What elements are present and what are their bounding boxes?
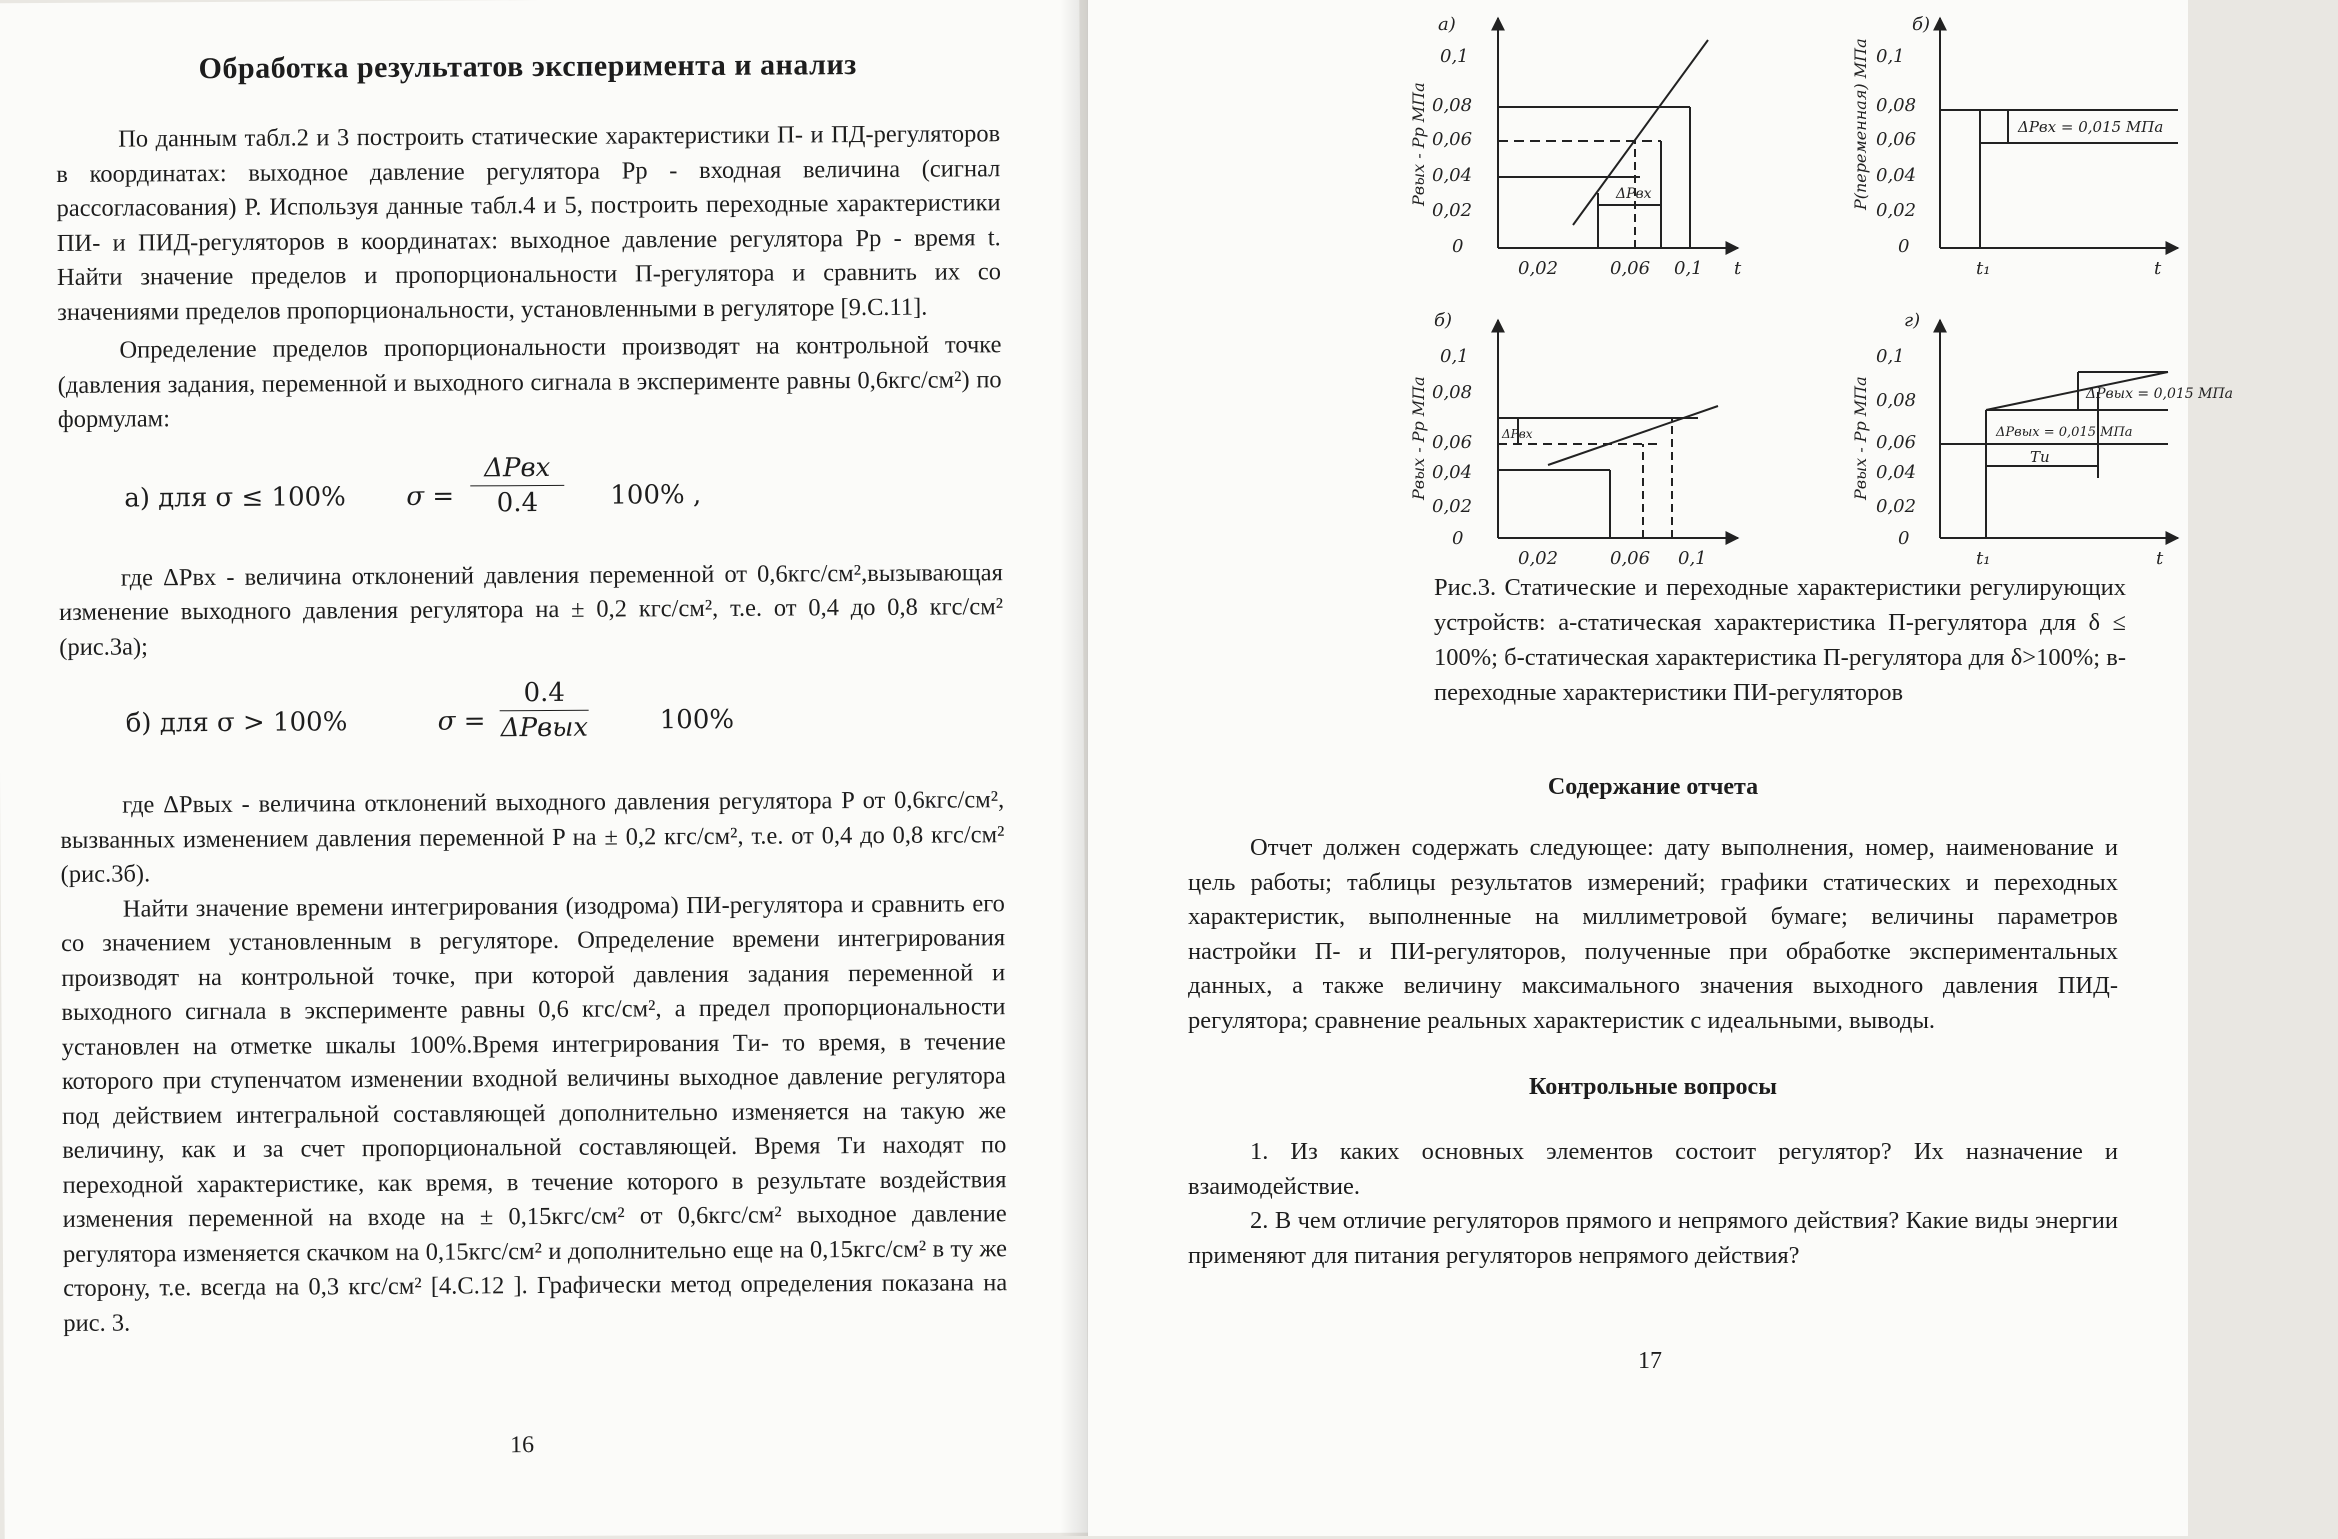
panel-c-line: [1548, 406, 1718, 465]
panel-b-ylabel: P(переменная) МПа: [1851, 38, 1870, 210]
report-title: Содержание отчета: [1547, 774, 1759, 800]
panel-a-ylabel: Pвых - Pр МПа: [1409, 82, 1428, 206]
panel-a-ytick-3: 0,04: [1432, 165, 1473, 186]
panel-c-ytick-4: 0,02: [1432, 496, 1473, 517]
panel-d-ytick-3: 0,04: [1876, 462, 1917, 483]
right-page: [1088, 0, 2234, 1536]
panel-d-ylabel: Pвых - Pр МПа: [1851, 376, 1870, 500]
panel-b-ytick-1: 0,08: [1876, 95, 1917, 116]
panel-c-ylabel: Pвых - Pр МПа: [1409, 376, 1428, 500]
page-number-left: 16: [510, 1432, 535, 1459]
panel-b-xtick-1: t: [2154, 258, 2162, 279]
panel-a-ytick-0: 0,1: [1440, 46, 1469, 67]
panel-a-ytick-2: 0,06: [1432, 129, 1473, 150]
formula-b-fraction: [499, 678, 589, 744]
formula-a-denominator: 0.4: [496, 487, 539, 518]
panel-c-ytick-3: 0,04: [1432, 462, 1473, 483]
formula-a-suffix: 100% ,: [610, 479, 702, 511]
panel-b-label: б): [1912, 14, 1931, 35]
panel-b-ytick-0: 0,1: [1876, 46, 1905, 67]
panel-d-xtick-0: t₁: [1976, 548, 1991, 569]
left-page: [0, 0, 1089, 1539]
panel-c-ytick-5: 0: [1452, 528, 1464, 549]
panel-a-ytick-5: 0: [1452, 236, 1464, 257]
formula-b-sigma: σ =: [437, 706, 486, 737]
formula-a-fraction: [470, 452, 564, 518]
panel-c-ytick-0: 0,1: [1440, 346, 1469, 367]
panel-d-ytick-0: 0,1: [1876, 346, 1905, 367]
panel-b-annotation: ΔPвх = 0,015 МПа: [2018, 118, 2164, 136]
question-2: 2. В чем отличие регуляторов прямого и непрямого действия? Какие виды энергии применяют для питания регуляторов непрямого действия?: [1188, 1207, 2118, 1269]
figure-3-drawing: [1378, 0, 2338, 570]
section-title: Обработка результатов эксперимента и анализ: [198, 48, 857, 86]
panel-a-xaxis: t: [1734, 258, 1742, 279]
paragraph-1: По данным табл.2 и 3 построить статические характеристики П- и ПД-регуляторов в координатах: выходное давление регулятора Pр - входная величина (сигнал рассогласования) P. Используя данные табл.4 и 5, построить переходные характеристики ПИ- и ПИД-регуляторов в координатах: выходное давление регулятора Pр - время t. Найти значение пределов и пропорциональности П-регулятора и сравнить их со значениями пределов пропорциональности, установленными в регуляторе [9.С.11].: [56, 120, 1002, 326]
panel-a-xtick-0: 0,02: [1518, 258, 1559, 279]
formula-a: [58, 446, 1003, 552]
panel-a-xtick-2: 0,1: [1674, 258, 1703, 279]
panel-c-annotation: ΔPвх: [1502, 427, 1533, 441]
panel-c-label: б): [1434, 310, 1453, 331]
panel-c-xtick-0: 0,02: [1518, 548, 1559, 569]
panel-c-ytick-1: 0,08: [1432, 382, 1473, 403]
panel-b-ytick-4: 0,02: [1876, 200, 1917, 221]
figure-caption: Рис.3. Статические и переходные характеристики регулирующих устройств: а-статическая характеристика П-регулятора для δ ≤ 100%; б-статическая характеристика П-регулятора для δ>100%; в-переходные характеристики ПИ-регуляторов: [1434, 574, 2126, 706]
formula-a-label: а) для σ ≤ 100%: [124, 481, 346, 514]
panel-d-annotation-ti: Tи: [2030, 448, 2050, 466]
panel-d-annotation-top: ΔPвых = 0,015 МПа: [2086, 386, 2234, 402]
panel-d-xtick-1: t: [2156, 548, 2164, 569]
panel-d-ytick-4: 0,02: [1876, 496, 1917, 517]
panel-d-ytick-1: 0,08: [1876, 390, 1917, 411]
paragraph-5: Найти значение времени интегрирования (изодрома) ПИ-регулятора и сравнить его со значением установленным в регуляторе. Определение времени интегрирования производят на контрольной точке, при которой давления задания переменной и выходного сигнала в эксперименте равны 0,6 кгс/см², а предел пропорциональности установлен на отметке шкалы 100%.Время интегрирования Tи- то время, в течение которого при ступенчатом изменении входной величины выходное давление регулятора под действием интегральной составляющей дополнительно изменяется на такую же величину, как и за счет пропорциональной составляющей. Время Tи находят по переходной характеристике, как время, в течение которого в результате воздействия изменения переменной на входе на ± 0,15кгс/см² от 0,6кгс/см² выходное давление регулятора изменяется скачком на 0,15кгс/см² и дополнительно еще на 0,15кгс/см² в ту же сторону, т.е. всегда на 0,3 кгс/см² [4.С.12 ]. Графически метод определения показана на рис. 3.: [60, 889, 1008, 1337]
panel-a-ytick-4: 0,02: [1432, 200, 1473, 221]
panel-d-ytick-2: 0,06: [1876, 432, 1917, 453]
panel-b-ytick-3: 0,04: [1876, 165, 1917, 186]
panel-c-ytick-2: 0,06: [1432, 432, 1473, 453]
formula-b-label: б) для σ > 100%: [125, 707, 348, 739]
panel-d-ytick-5: 0: [1898, 528, 1910, 549]
questions-title: Контрольные вопросы: [1529, 1074, 1777, 1100]
paragraph-4: где ΔPвых - величина отклонений выходного давления регулятора P от 0,6кгс/см², вызванных изменением давления переменной P на ± 0,2 кгс/см², т.е. от 0,4 до 0,8 кгс/см² (рис.3б).: [60, 786, 1005, 888]
page-number-right: 17: [1638, 1348, 1662, 1374]
formula-b-denominator: ΔPвых: [500, 712, 589, 744]
paragraph-3: где ΔPвх - величина отклонений давления переменной от 0,6кгс/см²,вызывающая изменение выходного давления регулятора на ± 0,2 кгс/см², т.е. от 0,4 до 0,8 кгс/см² (рис.3а);: [58, 558, 1004, 661]
formula-b-suffix: 100%: [659, 704, 735, 736]
report-text: Отчет должен содержать следующее: дату выполнения, номер, наименование и цель работы; таблицы результатов измерений; графики статических и переходных характеристик, выполненные на миллиметровой бумаге; величины параметров настройки П- и ПИ-регуляторов, полученные при обработке экспериментальных данных, а также величину максимального значения выходного давления ПИД-регулятора; сравнение реальных характеристик с идеальными, выводы.: [1188, 834, 2118, 1034]
panel-b-ytick-5: 0: [1898, 236, 1910, 257]
panel-c-xtick-2: 0,1: [1678, 548, 1707, 569]
formula-a-numerator: ΔPвх: [470, 452, 564, 486]
panel-c-xtick-1: 0,06: [1610, 548, 1651, 569]
panel-d-annotation-mid: ΔPвых = 0,015 МПа: [1996, 425, 2133, 440]
panel-b-xtick-0: t₁: [1976, 258, 1991, 279]
panel-a-xtick-1: 0,06: [1610, 258, 1651, 279]
question-1: 1. Из каких основных элементов состоит регулятор? Их назначение и взаимодействие.: [1188, 1138, 2118, 1200]
formula-b-numerator: 0.4: [499, 678, 589, 712]
panel-a-annotation: ΔPвх: [1616, 186, 1652, 202]
panel-d-label: г): [1904, 310, 1921, 331]
panel-a-ytick-1: 0,08: [1432, 95, 1473, 116]
formula-a-sigma: σ =: [406, 481, 455, 512]
formula-b: [59, 673, 1004, 779]
panel-b-ytick-2: 0,06: [1876, 129, 1917, 150]
figure-3: [1378, 0, 2338, 570]
paragraph-2: Определение пределов пропорциональности производят на контрольной точке (давления задания, переменной и выходного сигнала в эксперименте равны 0,6кгс/см²) по формулам:: [57, 331, 1002, 433]
panel-a-label: а): [1438, 14, 1456, 35]
